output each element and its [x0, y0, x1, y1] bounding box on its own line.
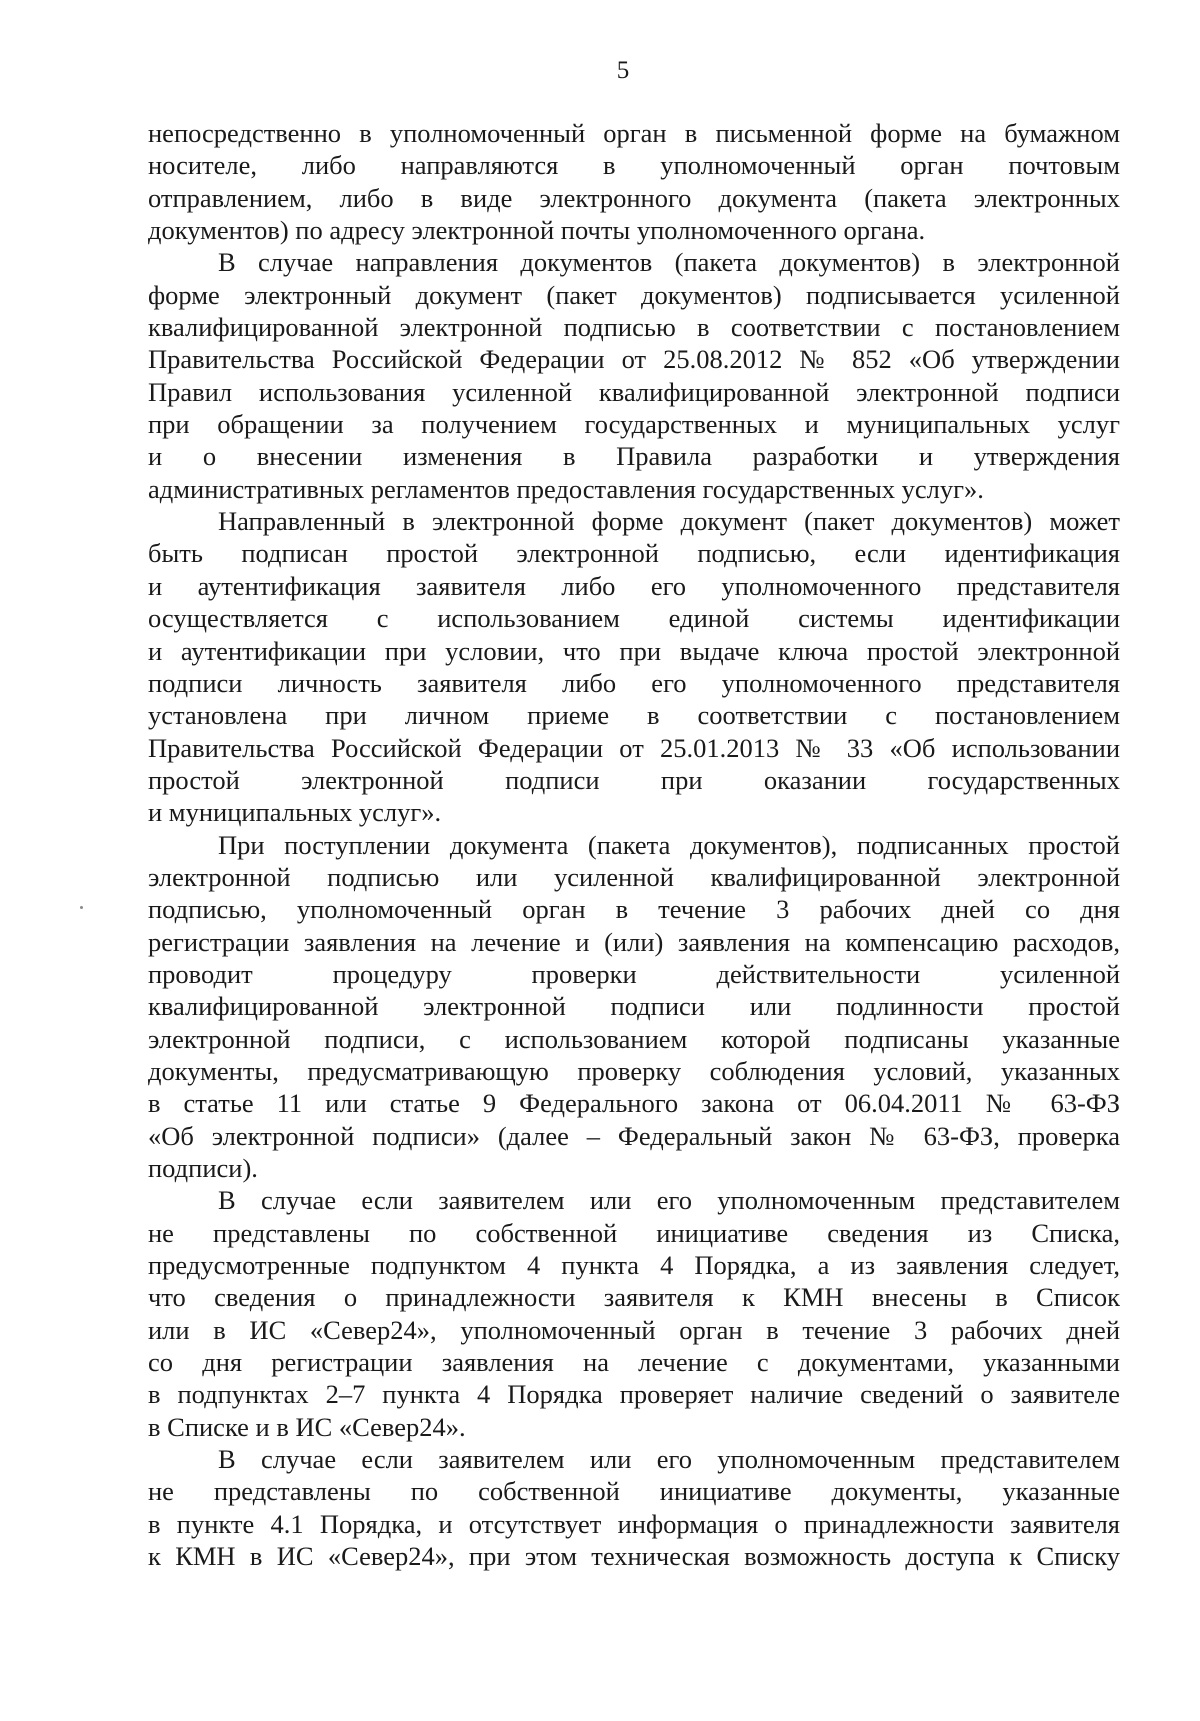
text-line: регистрации заявления на лечение и (или) заявления на компенсацию расходов,	[148, 926, 1120, 957]
text-line: проводит процедуру проверки действительности усиленной	[148, 958, 1120, 989]
text-line: и муниципальных услуг».	[148, 797, 442, 828]
text-line: отправлением, либо в виде электронного документа (пакета электронных	[148, 182, 1120, 213]
text-line: Правительства Российской Федерации от 25.08.2012 № 852 «Об утверждении	[148, 344, 1120, 375]
page-number: 5	[616, 57, 630, 84]
text-line: В случае если заявителем или его уполномоченным представителем	[218, 1444, 1120, 1475]
text-line: В случае направления документов (пакета документов) в электронной	[218, 247, 1120, 278]
paragraph	[148, 1184, 1120, 1443]
text-line: простой электронной подписи при оказании государственных	[148, 764, 1120, 795]
text-line: не представлены по собственной инициативе сведения из Списка,	[148, 1217, 1120, 1248]
text-line: и аутентификации при условии, что при выдаче ключа простой электронной	[148, 635, 1120, 666]
scan-artifact-dot	[80, 906, 83, 909]
paragraph	[148, 505, 1120, 828]
text-line: со дня регистрации заявления на лечение с документами, указанными	[148, 1347, 1120, 1378]
text-line: подписи личность заявителя либо его уполномоченного представителя	[148, 667, 1120, 698]
text-line: квалифицированной электронной подписи или подлинности простой	[148, 991, 1120, 1022]
text-line: осуществляется с использованием единой системы идентификации	[148, 603, 1120, 634]
text-line: форме электронный документ (пакет документов) подписывается усиленной	[148, 279, 1120, 310]
text-line: в подпунктах 2–7 пункта 4 Порядка проверяет наличие сведений о заявителе	[148, 1379, 1120, 1410]
text-line: электронной подписью или усиленной квалифицированной электронной	[148, 861, 1120, 892]
text-line: установлена при личном приеме в соответствии с постановлением	[148, 700, 1120, 731]
text-line: электронной подписи, с использованием которой подписаны указанные	[148, 1023, 1120, 1054]
paragraph	[148, 1443, 1120, 1572]
text-line: документов) по адресу электронной почты уполномоченного органа.	[148, 215, 926, 246]
text-line: в Списке и в ИС «Север24».	[148, 1411, 466, 1442]
text-line: носителе, либо направляются в уполномоченный орган почтовым	[148, 150, 1120, 181]
paragraph	[148, 829, 1120, 1185]
text-line: и о внесении изменения в Правила разработки и утверждения	[148, 441, 1120, 472]
text-line: непосредственно в уполномоченный орган в письменной форме на бумажном	[148, 118, 1120, 148]
text-line: в статье 11 или статье 9 Федерального закона от 06.04.2011 № 63-ФЗ	[148, 1088, 1120, 1119]
text-line: «Об электронной подписи» (далее – Федеральный закон № 63-ФЗ, проверка	[148, 1120, 1120, 1151]
document-body	[148, 117, 1120, 1572]
text-line: при обращении за получением государственных и муниципальных услуг	[148, 409, 1120, 440]
text-line: подписью, уполномоченный орган в течение 3 рабочих дней со дня	[148, 894, 1120, 925]
text-line: в пункте 4.1 Порядка, и отсутствует информация о принадлежности заявителя	[148, 1508, 1120, 1539]
text-line: административных регламентов предоставления государственных услуг».	[148, 473, 984, 504]
text-line: Направленный в электронной форме документ (пакет документов) может	[218, 506, 1120, 537]
text-line: быть подписан простой электронной подписью, если идентификация	[148, 538, 1120, 569]
text-line: документы, предусматривающую проверку соблюдения условий, указанных	[148, 1055, 1120, 1086]
text-line: подписи).	[148, 1153, 258, 1183]
text-line: квалифицированной электронной подписью в соответствии с постановлением	[148, 312, 1120, 343]
text-line: Правительства Российской Федерации от 25.01.2013 № 33 «Об использовании	[148, 732, 1120, 763]
paragraph	[148, 246, 1120, 505]
text-line: не представлены по собственной инициативе документы, указанные	[148, 1476, 1120, 1507]
text-line: и аутентификация заявителя либо его уполномоченного представителя	[148, 570, 1120, 601]
text-line: или в ИС «Север24», уполномоченный орган в течение 3 рабочих дней	[148, 1314, 1120, 1345]
paragraph	[148, 117, 1120, 246]
text-line: предусмотренные подпунктом 4 пункта 4 Порядка, а из заявления следует,	[148, 1250, 1120, 1281]
text-line: что сведения о принадлежности заявителя к КМН внесены в Список	[148, 1282, 1120, 1313]
text-line: Правил использования усиленной квалифицированной электронной подписи	[148, 376, 1120, 407]
text-line: к КМН в ИС «Север24», при этом техническая возможность доступа к Списку	[148, 1541, 1120, 1572]
text-line: При поступлении документа (пакета документов), подписанных простой	[218, 829, 1120, 860]
text-line: В случае если заявителем или его уполномоченным представителем	[218, 1185, 1120, 1216]
